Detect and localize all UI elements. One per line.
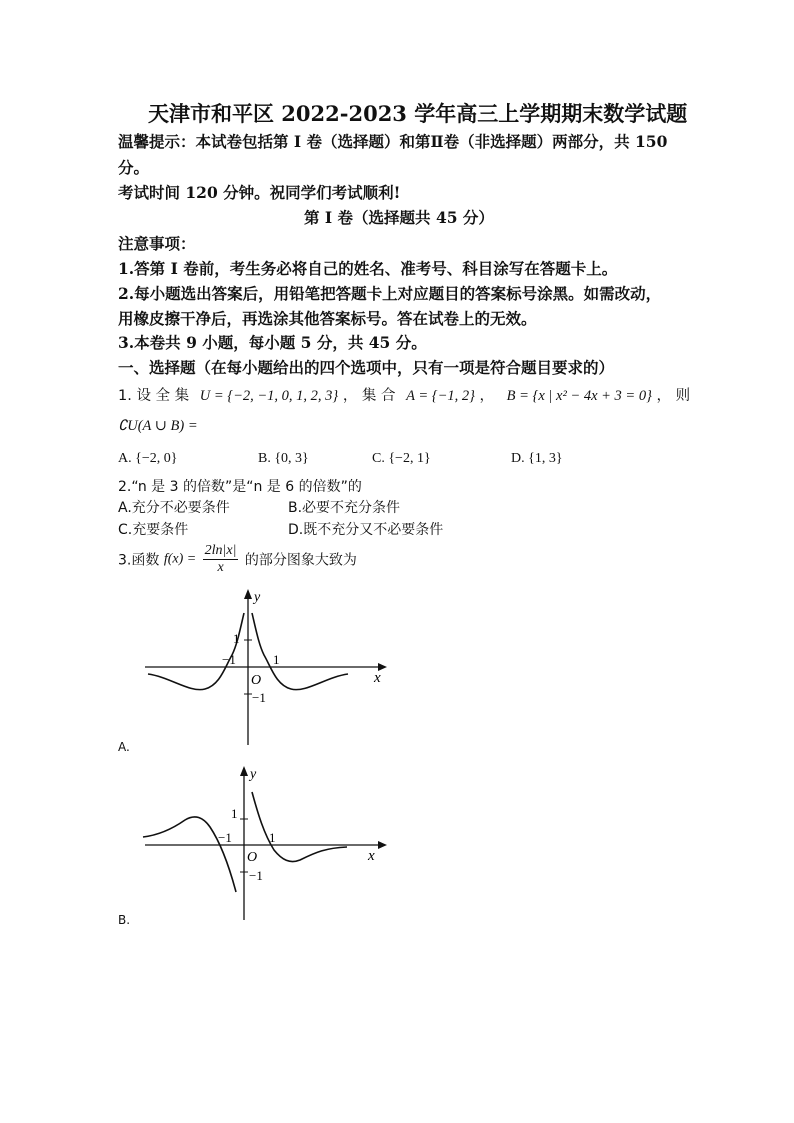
q3-fraction — [203, 543, 239, 576]
q1-set-a: A = {−1, 2} — [406, 388, 475, 404]
note-2-line-1: 2.每小题选出答案后，用铅笔把答题卡上对应题目的答案标号涂黑。如需改动， — [118, 284, 662, 303]
graph-b-curve-right — [252, 792, 347, 862]
graph-b-x-label: x — [368, 848, 375, 864]
q1-option-b[interactable]: B. {0, 3} — [258, 451, 309, 466]
q2-option-c[interactable]: C.充要条件 — [118, 522, 189, 538]
graph-b-y1-label: 1 — [231, 806, 238, 821]
q3-fraction-numerator: 2ln|x| — [204, 543, 237, 558]
graph-a-curve-right — [252, 613, 348, 690]
graph-a-option-label: A. — [118, 740, 130, 754]
graph-a-x-label: x — [374, 670, 381, 686]
graph-a-y-label: y — [254, 590, 261, 605]
graph-b-y-arrow — [240, 766, 248, 776]
graph-a-ym1-label: −1 — [252, 690, 266, 705]
q1-set-b: B = {x | x² − 4x + 3 = 0} — [506, 388, 652, 404]
q1-text-1: 1. 设 全 集 — [118, 388, 190, 404]
note-3: 3.本卷共 9 小题，每小题 5 分，共 45 分。 — [118, 333, 427, 352]
graph-a-xm1-label: −1 — [222, 652, 236, 667]
graph-a-origin-label: O — [251, 673, 262, 688]
q3-text-1: 3.函数 — [118, 552, 160, 569]
part-heading: 一、选择题（在每小题给出的四个选项中，只有一项是符合题目要求的） — [118, 358, 615, 377]
q1-option-a[interactable]: A. {−2, 0} — [118, 451, 178, 466]
q1-separator: ， — [479, 388, 495, 404]
q1-option-d[interactable]: D. {1, 3} — [511, 451, 563, 466]
graph-b-curve-left — [143, 817, 236, 892]
note-2-line-2: 用橡皮擦干净后，再选涂其他答案标号。答在试卷上的无效。 — [118, 309, 537, 328]
graph-a[interactable] — [140, 585, 390, 750]
q1-text-3: ， 则 — [656, 388, 691, 404]
q1-universal-set: U = {−2, −1, 0, 1, 2, 3} — [199, 388, 339, 404]
graph-b-y-label: y — [250, 767, 257, 782]
note-1: 1.答第 I 卷前，考生务必将自己的姓名、准考号、科目涂写在答题卡上。 — [118, 259, 618, 278]
notice-line-1: 温馨提示：本试卷包括第 I 卷（选择题）和第Ⅱ卷（非选择题）两部分，共 150 — [118, 132, 668, 151]
graph-b-option-label: B. — [118, 913, 131, 927]
q1-expression: ∁U(A ∪ B) = — [118, 418, 198, 434]
graph-a-x1-label: 1 — [273, 652, 280, 667]
q1-option-c[interactable]: C. {−2, 1} — [372, 451, 431, 466]
graph-b-x1-label: 1 — [269, 830, 276, 845]
question-1-stem — [118, 384, 690, 405]
graph-b[interactable] — [140, 762, 390, 924]
q2-option-d[interactable]: D.既不充分又不必要条件 — [288, 522, 444, 538]
page-title: 天津市和平区 2022-2023 学年高三上学期期末数学试题 — [148, 101, 688, 126]
graph-a-y-arrow — [244, 589, 252, 599]
question-2-stem: 2.“n 是 3 的倍数”是“n 是 6 的倍数”的 — [118, 479, 362, 495]
graph-b-x-arrow — [378, 841, 387, 849]
graph-b-origin-label: O — [247, 850, 258, 865]
q2-option-b[interactable]: B.必要不充分条件 — [288, 500, 401, 516]
graph-a-y1-label: 1 — [233, 631, 240, 646]
notes-title: 注意事项： — [118, 234, 196, 253]
q3-text-2: 的部分图象大致为 — [244, 552, 357, 569]
q1-text-2: ， 集 合 — [342, 388, 396, 404]
question-3-stem — [118, 543, 357, 576]
q3-fraction-denominator: x — [217, 560, 224, 575]
graph-b-ym1-label: −1 — [249, 868, 263, 883]
exam-time-line: 考试时间 120 分钟。祝同学们考试顺利! — [118, 183, 401, 202]
notice-line-2: 分。 — [118, 158, 150, 177]
q2-option-a[interactable]: A.充分不必要条件 — [118, 500, 230, 516]
graph-b-xm1-label: −1 — [218, 830, 232, 845]
q3-function-lhs: f(x) = — [163, 551, 197, 567]
section-heading: 第 I 卷（选择题共 45 分） — [304, 208, 494, 227]
